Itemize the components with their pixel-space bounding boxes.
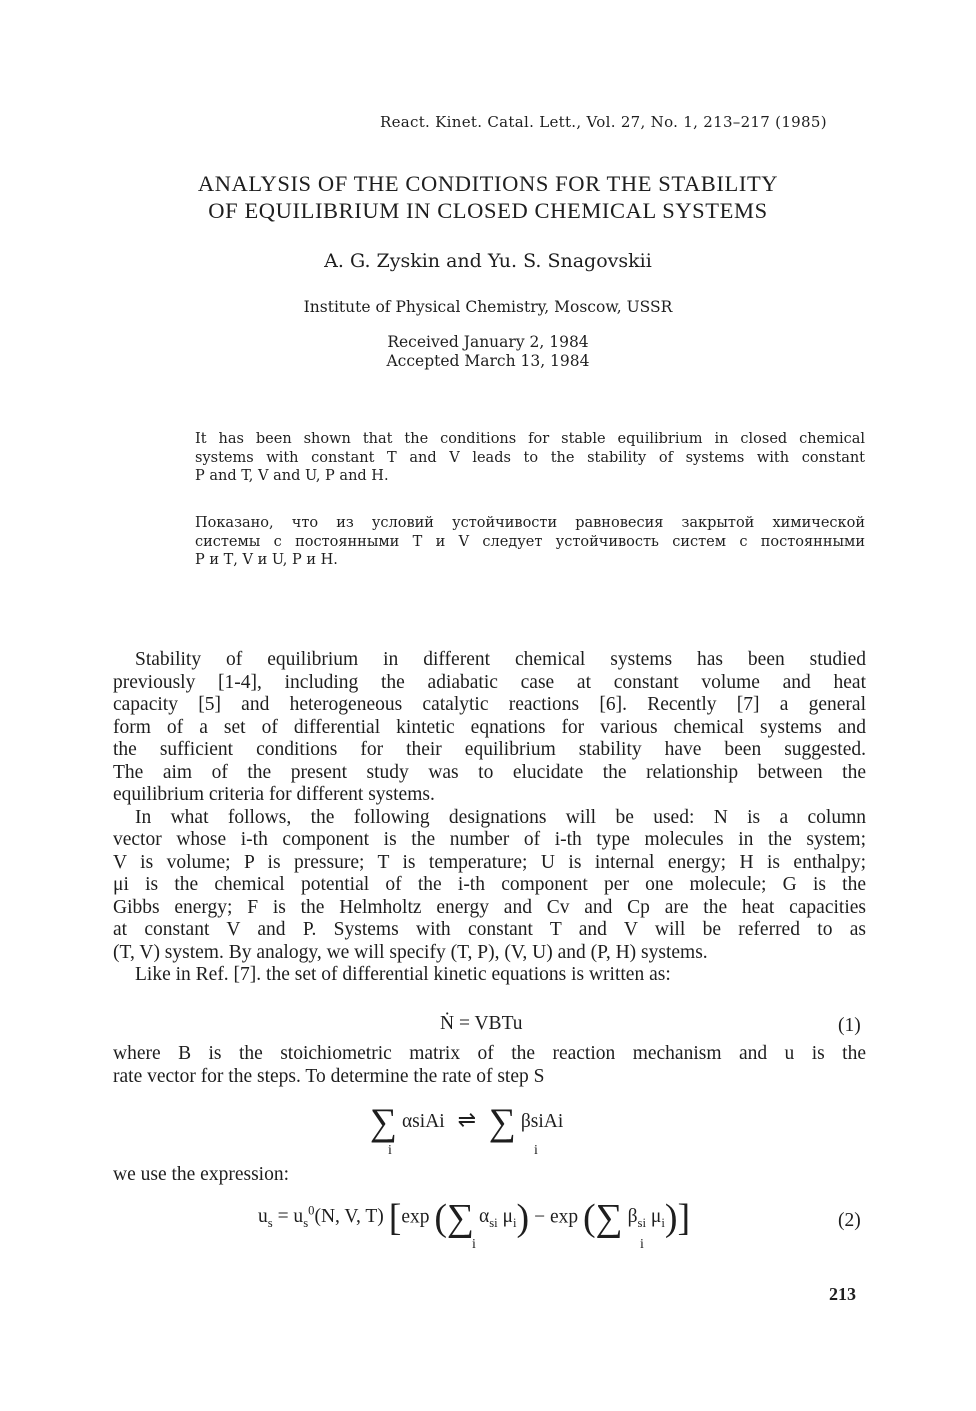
equation-1-number: (1) [838,1015,861,1036]
text-line: (T, V) system. By analogy, we will specify (T, P), (V, U) and (P, H) systems. [113,941,708,963]
sum-symbol: ∑ [488,1101,516,1144]
affiliation: Institute of Physical Chemistry, Moscow, USSR [303,298,673,316]
authors: A. G. Zyskin and Yu. S. Snagovskii [324,250,652,272]
abstract-line: Р и Т, V и U, Р и Н. [195,552,338,568]
equilibrium-arrows-icon: ⇌ [457,1107,477,1132]
abstract-line: системы с постоянными Т и V следует устойчивость систем с постоянными [195,533,865,550]
abstract-line: It has been shown that the conditions for stable equilibrium in closed chemical [195,431,865,447]
equation-1: Ṅ = VBTu [440,1013,523,1034]
equation-2-number: (2) [838,1210,861,1231]
text-line: at constant V and P. Systems with constant T and V will be referred to as [113,919,866,940]
text-line: rate vector for the steps. To determine the rate of step S [113,1065,545,1087]
abstract-line: P and T, V and U, P and H. [195,468,389,484]
text-line: Like in Ref. [7]. the set of differential kinetic equations is written as: [135,964,671,985]
abstract-english [195,430,865,486]
text-line: capacity [5] and heterogeneous catalytic reactions [6]. Recently [7] a general [113,694,866,715]
text-line: vector whose i-th component is the number of i-th type molecules in the system; [113,829,866,850]
abstract-line: Показано, что из условий устойчивости равновесия закрытой химической [195,515,865,531]
paragraph-intro [113,649,866,987]
paper-title [0,170,976,224]
dates [0,333,976,371]
paragraph-rate [113,1043,866,1088]
accepted-date: Accepted March 13, 1984 [386,352,590,370]
equation-2: $u_s = u_s^0(N$, V, T) [exp (∑ $\alpha_{si}$ $\mu_i) - \exp$ (∑ $\beta_{si}$ $\mu_i$)] [258,1197,691,1239]
title-line-2: OF EQUILIBRIUM IN CLOSED CHEMICAL SYSTEMS [208,198,768,223]
received-date: Received January 2, 1984 [387,333,589,351]
paragraph-expression [113,1164,866,1187]
reaction-scheme [370,1101,564,1144]
sum-index: i [640,1237,644,1252]
reaction-left: αsiAi [401,1111,445,1132]
text-line: the sufficient conditions for their equilibrium stability have been suggested. [113,739,866,760]
page-number: 213 [829,1284,856,1304]
abstract-line: systems with constant T and V leads to the stability of systems with constant [195,449,865,466]
sum-index: i [534,1143,538,1158]
sum-index: i [472,1237,476,1252]
text-line: we use the expression: [113,1164,289,1185]
text-line: μi is the chemical potential of the i-th component per one molecule; G is the [113,874,866,895]
text-line: In what follows, the following designations will be used: N is a column [135,806,866,828]
reaction-right: βsiAi [520,1111,564,1132]
title-line-1: ANALYSIS OF THE CONDITIONS FOR THE STABILITY [197,171,779,196]
text-line: The aim of the present study was to elucidate the relationship between the [113,761,866,783]
sum-index: i [388,1143,392,1158]
text-line: Stability of equilibrium in different chemical systems has been studied [135,649,866,670]
text-line: V is volume; P is pressure; T is temperature; U is internal energy; H is enthalpy; [113,851,866,873]
abstract-russian [195,514,865,570]
text-line: equilibrium criteria for different systems. [113,784,435,805]
sum-symbol: ∑ [370,1101,398,1144]
text-line: Gibbs energy; F is the Helmholtz energy and Cv and Cp are the heat capacities [113,896,866,918]
journal-citation: React. Kinet. Catal. Lett., Vol. 27, No. 1, 213–217 (1985) [380,113,827,131]
text-line: form of a set of differential kintetic eqnations for various chemical systems and [113,716,866,738]
text-line: where B is the stoichiometric matrix of the reaction mechanism and u is the [113,1043,866,1064]
text-line: previously [1-4], including the adiabatic case at constant volume and heat [113,671,866,693]
